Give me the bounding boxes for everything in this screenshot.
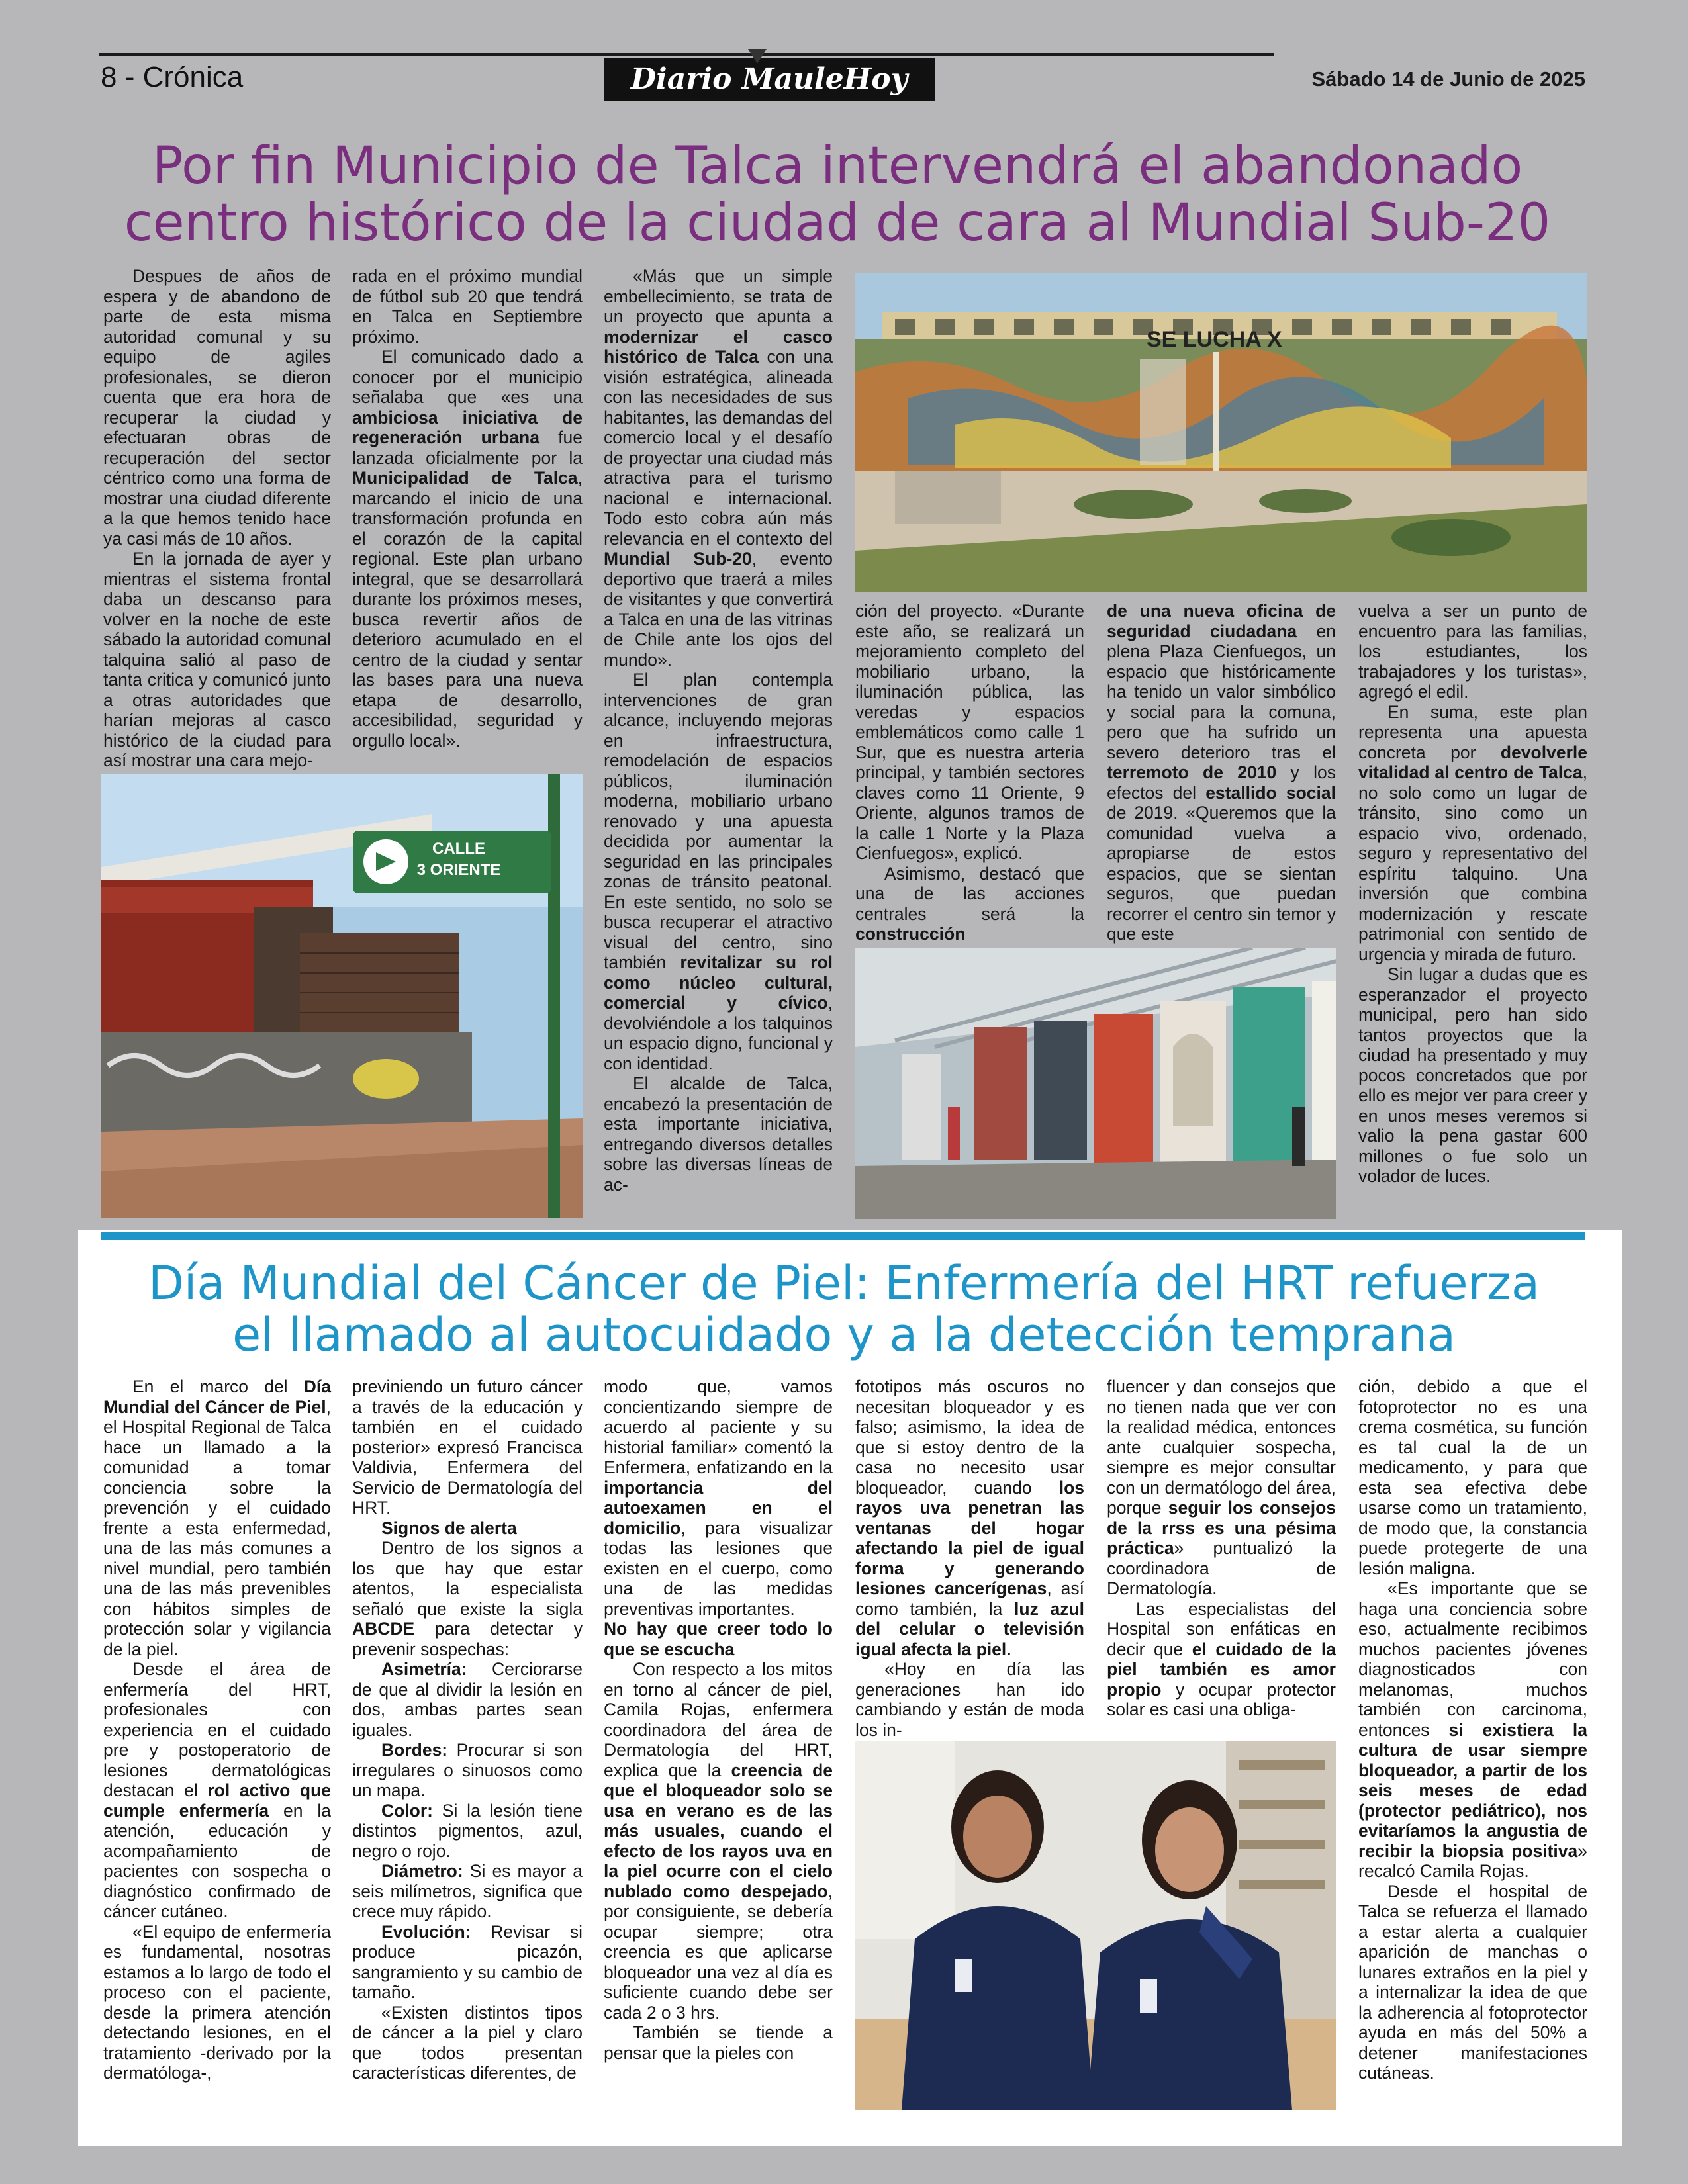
paragraph: Asimismo, destacó que una de las acciones centrales será la construcción (855, 863, 1084, 944)
paragraph: Bordes: Procurar si son irregulares o sinuosos como un mapa. (352, 1740, 583, 1800)
paragraph: «Existen distintos tipos de cáncer a la piel y claro que todos presentan características diferentes, de (352, 2002, 583, 2083)
article2-column-6 (1358, 1377, 1587, 2083)
paragraph: El plan contempla intervenciones de gran alcance, incluyendo mejoras en infraestructura, remodelación de espacios públicos, iluminación moderna, mobiliario urbano renovado y una apuesta decidida por aumentar la seguridad en las principales zonas de tránsito peatonal. En este sentido, no solo se busca recuperar el atractivo visual del centro, sino también revitalizar su rol como núcleo cultural, comercial y cívico, devolviéndole a los talquinos un espacio digno, funcional y con identidad. (604, 670, 833, 1073)
article2-column-5 (1107, 1377, 1336, 1720)
section-label: 8 - Crónica (101, 61, 244, 93)
article1-headline-line1: Por fin Municipio de Talca intervendrá el abandonado (152, 136, 1523, 196)
paragraph: fluencer y dan consejos que no tienen nada que ver con la realidad médica, entonces ante cualquier sospecha, siempre es mejor consultar con un dermatólogo del área, porque seguir los consejos de la rrss es una pésima práctica» puntualizó la coordinadora de Dermatología. (1107, 1377, 1336, 1598)
photo-mural-building (855, 273, 1587, 592)
photo-street-corner (101, 774, 583, 1218)
paragraph: ción, debido a que el fotoprotector no es una crema cosmética, su función es tal cual la de un medicamento, y para que esta sea efectiva debe usarse como un tratamiento, de modo que, la constancia puede protegerte de una lesión maligna. (1358, 1377, 1587, 1578)
article1-column-3 (604, 266, 833, 1195)
paragraph: Asimetría: Cerciorarse de que al dividir la lesión en dos, ambas partes sean iguales. (352, 1659, 583, 1740)
paragraph: En el marco del Día Mundial del Cáncer de Piel, el Hospital Regional de Talca hace un llamado a la comunidad a tomar conciencia sobre la prevención y el cuidado frente a esta enfermedad, una de las más comunes a nivel mundial, pero también una de las más prevenibles con hábitos simples de protección solar y vigilancia de la piel. (103, 1377, 331, 1659)
article2-column-4 (855, 1377, 1084, 1740)
article1-column-1 (103, 266, 331, 771)
header-rule (99, 53, 1274, 56)
subheading-mitos: No hay que creer todo lo que se escucha (604, 1619, 833, 1659)
paragraph: Desde el hospital de Talca se refuerza el llamado a estar alerta a cualquier aparición de manchas o lunares extraños en la piel y a internalizar la idea de que la adherencia al fotoprotector ayuda en más del 50% a detener manifestaciones cutáneas. (1358, 1881, 1587, 2083)
paragraph: Dentro de los signos a los que hay que estar atentos, la especialista señaló que existe la sigla ABCDE para detectar y prevenir sospechas: (352, 1538, 583, 1659)
article2-headline (99, 1257, 1589, 1361)
paragraph: «Más que un simple embellecimiento, se trata de un proyecto que apunta a modernizar el casco histórico de Talca con una visión estratégica, alineada con las necesidades de sus habitantes, las demandas del comercio local y el desafío de proyectar una ciudad más atractiva para el turismo nacional e internacional. Todo esto cobra aún más relevancia en el contexto del Mundial Sub-20, evento deportivo que traerá a miles de visitantes y que convertirá a Talca en una de las vitrinas de Chile ante los ojos del mundo». (604, 266, 833, 670)
paragraph: «Es importante que se haga una conciencia sobre eso, actualmente recibimos muchos pacientes jóvenes diagnosticados con melanomas, muchos también con carcinoma, entonces si existiera la cultura de usar siempre bloqueador, a partir de los seis meses de edad (protector pediátrico), nos evitaríamos la angustia de recibir la biopsia positiva» recalcó Camila Rojas. (1358, 1578, 1587, 1881)
article1-column-4 (855, 601, 1084, 944)
paragraph: rada en el próximo mundial de fútbol sub 20 que tendrá en Talca en Septiembre próximo. (352, 266, 583, 347)
article2-headline-line1: Día Mundial del Cáncer de Piel: Enfermería del HRT refuerza (148, 1256, 1540, 1310)
article2-column-3 (604, 1377, 833, 2063)
article1-headline-line2: centro histórico de la ciudad de cara al Mundial Sub-20 (124, 193, 1551, 253)
newspaper-logo (604, 58, 935, 101)
svg-text:3 ORIENTE: 3 ORIENTE (416, 861, 501, 879)
logo-arrow-icon (748, 49, 767, 64)
photo-construction-hoarding (855, 948, 1336, 1219)
article2-headline-line2: el llamado al autocuidado y a la detección temprana (232, 1308, 1456, 1362)
article1-column-6 (1358, 601, 1587, 1187)
paragraph: Sin lugar a dudas que es esperanzador el proyecto municipal, pero han sido tantos proyectos que la ciudad ha presentado y muy pocos concretados que por ello es mejor ver para creer y en unos meses veremos si valio la pena gastar 600 millones o fue solo un volador de luces. (1358, 964, 1587, 1186)
photo-nurses (855, 1741, 1336, 2110)
article2-column-2 (352, 1377, 583, 2083)
newspaper-name: Diario MauleHoy (630, 62, 908, 96)
paragraph: Color: Si la lesión tiene distintos pigmentos, azul, negro o rojo. (352, 1800, 583, 1861)
article2-column-1 (103, 1377, 331, 2083)
paragraph: En suma, este plan representa una apuesta concreta por devolverle vitalidad al centro de Talca, no solo como un lugar de tránsito, sino como un espacio vivo, ordenado, seguro y representativo del espíritu talquino. Una inversión que combina modernización y rescate patrimonial con sentido de urgencia y mirada de futuro. (1358, 702, 1587, 964)
article1-headline (79, 138, 1595, 251)
paragraph: fototipos más oscuros no necesitan bloqueador y es falso; asimismo, la idea de que si estoy dentro de la casa no necesito usar bloqueador, cuando los rayos uva penetran las ventanas del hogar afectando la piel de igual forma y generando lesiones cancerígenas, así como también, la luz azul del celular o televisión igual afecta la piel. (855, 1377, 1085, 1659)
article1-column-2 (352, 266, 583, 751)
paragraph: modo que, vamos concientizando siempre de acuerdo al paciente y su historial familiar» comentó la Enfermera, enfatizando en la importancia del autoexamen en el domicilio, para visualizar todas las lesiones que existen en el cuerpo, como una de las medidas preventivas importantes. (604, 1377, 833, 1619)
paragraph: En la jornada de ayer y mientras el sistema frontal daba un descanso para volver en la noche de este sábado la autoridad comunal talquina salió al paso de tanta critica y comunicó junto a otras autoridades que harían mejoras al casco histórico de la ciudad para así mostrar una cara mejo- (103, 549, 331, 770)
paragraph: de una nueva oficina de seguridad ciudadana en plena Plaza Cienfuegos, un espacio que históricamente ha tenido un valor simbólico y social para la comuna, pero que ha sufrido un severo deterioro tras el terremoto de 2010 y los efectos del estallido social de 2019. «Queremos que la comunidad vuelva a apropiarse de estos espacios, que se sientan seguros, que puedan recorrer el centro sin temor y que este (1107, 601, 1336, 944)
article1-column-5 (1107, 601, 1336, 944)
paragraph: También se tiende a pensar que la pieles con (604, 2023, 833, 2063)
paragraph: «El equipo de enfermería es fundamental, nosotras estamos a lo largo de todo el proceso con el paciente, desde la primera atención detectando lesiones, en el tratamiento -derivado por la dermatóloga-, (103, 1921, 331, 2083)
article2-divider (101, 1232, 1585, 1240)
issue-date: Sábado 14 de Junio de 2025 (1311, 68, 1585, 91)
paragraph: ción del proyecto. «Durante este año, se realizará un mejoramiento completo del mobiliario urbano, la iluminación pública, las veredas y espacios emblemáticos como calle 1 Sur, que es nuestra arteria principal, y también sectores claves como 11 Oriente, 9 Oriente, algunos tramos de la calle 1 Norte y la Plaza Cienfuegos», explicó. (855, 601, 1084, 863)
paragraph: previniendo un futuro cáncer a través de la educación y también en el cuidado posterior» expresó Francisca Valdivia, Enfermera del Servicio de Dermatología del HRT. (352, 1377, 583, 1518)
paragraph: El comunicado dado a conocer por el municipio señalaba que «es una ambiciosa iniciativa de regeneración urbana fue lanzada oficialmente por la Municipalidad de Talca, marcando el inicio de una transformación profunda en el corazón de la capital regional. Este plan urbano integral, que se desarrollará durante los próximos meses, busca revertir años de deterioro acumulado en el centro de la ciudad y sentar las bases para una nueva etapa de desarrollo, accesibilidad, seguridad y orgullo local». (352, 347, 583, 751)
paragraph: Evolución: Revisar si produce picazón, sangramiento y su cambio de tamaño. (352, 1921, 583, 2002)
mural-text: SE LUCHA X (1147, 327, 1282, 352)
paragraph: vuelva a ser un punto de encuentro para las familias, los estudiantes, los trabajadores y los turistas», agregó el edil. (1358, 601, 1587, 702)
paragraph: El alcalde de Talca, encabezó la presentación de esta importante iniciativa, entregando diversos detalles sobre las diversas líneas de ac- (604, 1073, 833, 1195)
paragraph: Despues de años de espera y de abandono de parte de esta misma autoridad comunal y su equipo de agiles profesionales, se dieron cuenta que era hora de recuperar la ciudad y efectuaran obras de recuperación del sector céntrico como una forma de mostrar una ciudad diferente a la que hemos tenido hace ya casi más de 10 años. (103, 266, 331, 549)
paragraph: Desde el área de enfermería del HRT, profesionales con experiencia en el cuidado pre y postoperatorio de lesiones dermatológicas destacan el rol activo que cumple enfermería en la atención, educación y acompañamiento de pacientes con sospecha o diagnóstico confirmado de cáncer cutáneo. (103, 1659, 332, 1921)
paragraph: Diámetro: Si es mayor a seis milímetros, significa que crece muy rápido. (352, 1861, 583, 1921)
svg-text:CALLE: CALLE (432, 840, 485, 858)
paragraph: Con respecto a los mitos en torno al cáncer de piel, Camila Rojas, enfermera coordinadora del área de Dermatología del HRT, explica que la creencia de que el bloqueador solo se usa en verano es de las más usuales, cuando el efecto de los rayos uva en la piel ocurre con el cielo nublado como despejado, por consiguiente, se debería ocupar siempre; otra creencia es que aplicarse bloqueador una vez al día es suficiente cuando debe ser cada 2 o 3 hrs. (604, 1659, 833, 2023)
paragraph: «Hoy en día las generaciones han ido cambiando y están de moda los in- (855, 1659, 1084, 1740)
paragraph: Las especialistas del Hospital son enfáticas en decir que el cuidado de la piel también es amor propio y ocupar protector solar es casi una obliga- (1107, 1598, 1336, 1719)
subheading-signos: Signos de alerta (381, 1518, 517, 1538)
